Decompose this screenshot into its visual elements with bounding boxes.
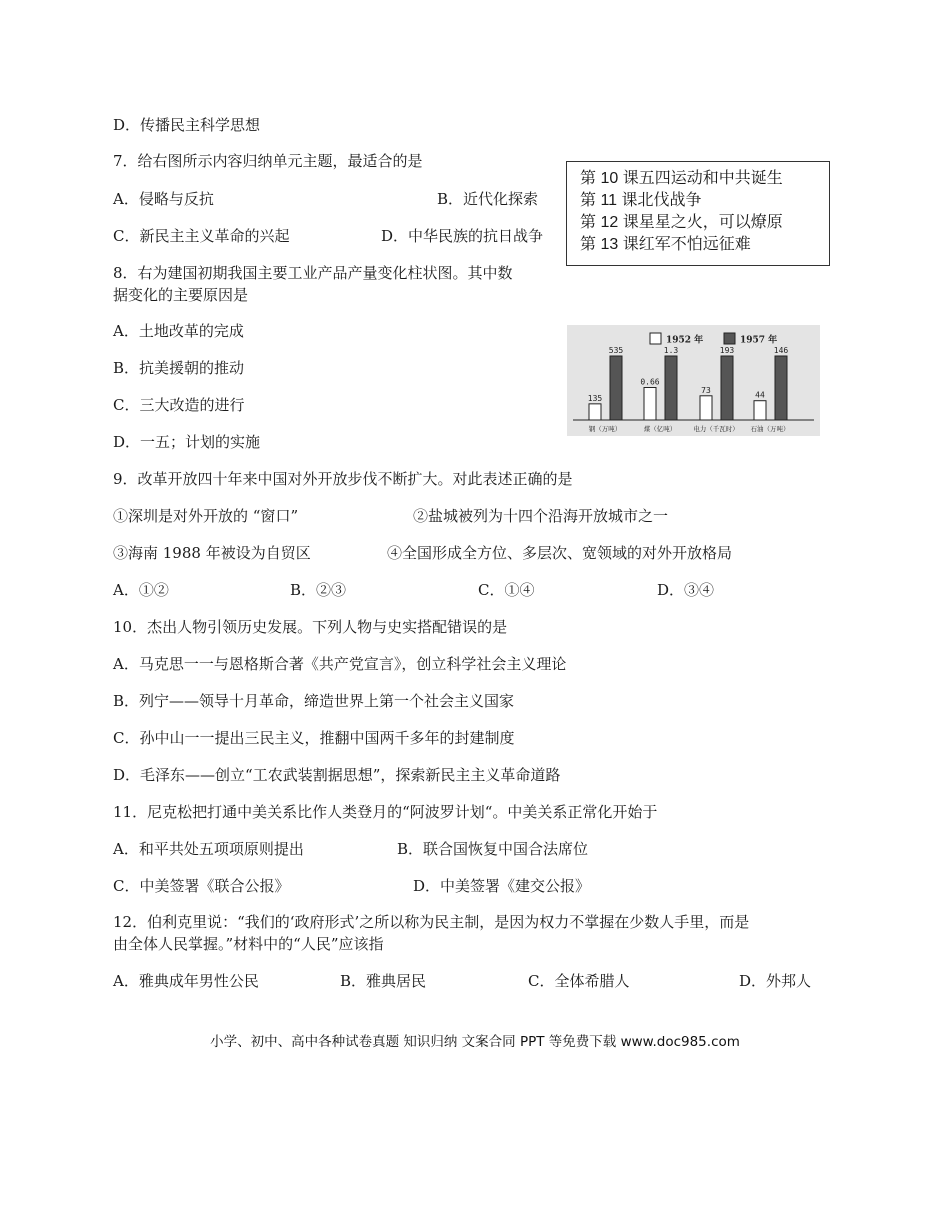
- q7-option-a: A．侵略与反抗: [113, 190, 214, 208]
- bar: [610, 356, 622, 420]
- q10-option-b: B．列宁——领导十月革命，缔造世界上第一个社会主义国家: [113, 692, 515, 710]
- lesson-10: 第 10 课五四运动和中共诞生: [580, 170, 783, 187]
- q8-stem-line2: 据变化的主要原因是: [113, 286, 249, 304]
- bar: [775, 356, 787, 420]
- q8-option-d: D．一五；计划的实施: [113, 433, 261, 451]
- q8-stem-line1: 8．右为建国初期我国主要工业产品产量变化柱状图。其中数: [113, 264, 513, 282]
- q10-option-c: C．孙中山一一提出三民主义，推翻中国两千多年的封建制度: [113, 729, 515, 747]
- q7-lesson-box: [566, 161, 830, 266]
- q7-option-b: B．近代化探索: [437, 190, 539, 208]
- q11-option-c: C．中美签署《联合公报》: [113, 877, 290, 895]
- bar: [754, 401, 766, 420]
- q12-option-b: B．雅典居民: [340, 972, 427, 990]
- bar: [589, 404, 601, 420]
- q12-option-a: A．雅典成年男性公民: [113, 972, 259, 990]
- q12-stem-line2: 由全体人民掌握。”材料中的“人民”应该指: [113, 935, 384, 953]
- q9-option-b: B．②③: [290, 581, 347, 599]
- category-label: 电力（千瓦时）: [693, 425, 739, 433]
- q9-statement-3: ③海南 1988 年被设为自贸区: [113, 544, 311, 562]
- bar-value-label: 1.3: [663, 346, 679, 355]
- category-label: 石油（万吨）: [750, 425, 790, 433]
- bar: [644, 388, 656, 420]
- category-label: 钢（万吨）: [588, 425, 622, 433]
- bar-value-label: 44: [755, 390, 765, 400]
- q9-statement-2: ②盐城被列为十四个沿海开放城市之一: [413, 507, 669, 525]
- q12-option-d: D．外邦人: [739, 972, 812, 990]
- q9-statement-1: ①深圳是对外开放的 “窗口”: [113, 507, 299, 525]
- bar-value-label: 535: [608, 346, 624, 355]
- q9-option-d: D．③④: [657, 581, 715, 599]
- q11-option-d: D．中美签署《建交公报》: [413, 877, 591, 895]
- bar-value-label: 73: [701, 385, 711, 395]
- lesson-13: 第 13 课红军不怕远征难: [580, 236, 751, 253]
- q8-option-b: B．抗美援朝的推动: [113, 359, 245, 377]
- q9-statement-4: ④全国形成全方位、多层次、宽领域的对外开放格局: [387, 544, 733, 562]
- production-chart: [567, 325, 820, 436]
- bar-value-label: 146: [773, 346, 789, 355]
- q12-stem-line1: 12．伯利克里说：“我们的‘政府形式’之所以称为民主制，是因为权力不掌握在少数人手里，而是: [113, 913, 750, 931]
- page-footer: 小学、初中、高中各种试卷真题 知识归纳 文案合同 PPT 等免费下载 www.doc985.com: [210, 1034, 740, 1050]
- category-label: 煤（亿吨）: [643, 425, 677, 433]
- legend-swatch: [724, 333, 735, 344]
- production-bar-chart-svg: [567, 325, 820, 436]
- q11-stem: 11．尼克松把打通中美关系比作人类登月的“阿波罗计划“。中美关系正常化开始于: [113, 803, 658, 821]
- q10-stem: 10．杰出人物引领历史发展。下列人物与史实搭配错误的是: [113, 618, 508, 636]
- lesson-11: 第 11 课北伐战争: [580, 192, 702, 209]
- bar: [700, 396, 712, 420]
- legend-label: 1952 年: [666, 335, 704, 346]
- bar: [721, 356, 733, 420]
- q11-option-a: A．和平共处五项项原则提出: [113, 840, 304, 858]
- q6-option-d: D．传播民主科学思想: [113, 116, 261, 134]
- q7-option-d: D．中华民族的抗日战争: [381, 227, 544, 245]
- bar-value-label: 135: [587, 393, 603, 403]
- q8-option-c: C．三大改造的进行: [113, 396, 245, 414]
- lesson-12: 第 12 课星星之火，可以燎原: [580, 214, 783, 231]
- q9-stem: 9．改革开放四十年来中国对外开放步伐不断扩大。对此表述正确的是: [113, 470, 573, 488]
- q12-option-c: C．全体希腊人: [528, 972, 630, 990]
- q9-option-a: A．①②: [113, 581, 169, 599]
- bar: [665, 356, 677, 420]
- legend-label: 1957 年: [740, 335, 778, 346]
- q11-option-b: B．联合国恢复中国合法席位: [397, 840, 589, 858]
- q9-option-c: C．①④: [478, 581, 535, 599]
- bar-value-label: 193: [719, 346, 735, 355]
- q8-option-a: A．土地改革的完成: [113, 322, 244, 340]
- bar-value-label: 0.66: [640, 377, 660, 387]
- q7-stem: 7．给右图所示内容归纳单元主题，最适合的是: [113, 152, 423, 170]
- q10-option-d: D．毛泽东——创立“工农武装割据思想”，探索新民主主义革命道路: [113, 766, 561, 784]
- legend-swatch: [650, 333, 661, 344]
- q7-option-c: C．新民主主义革命的兴起: [113, 227, 290, 245]
- q10-option-a: A．马克思一一与恩格斯合著《共产党宣言》，创立科学社会主义理论: [113, 655, 567, 673]
